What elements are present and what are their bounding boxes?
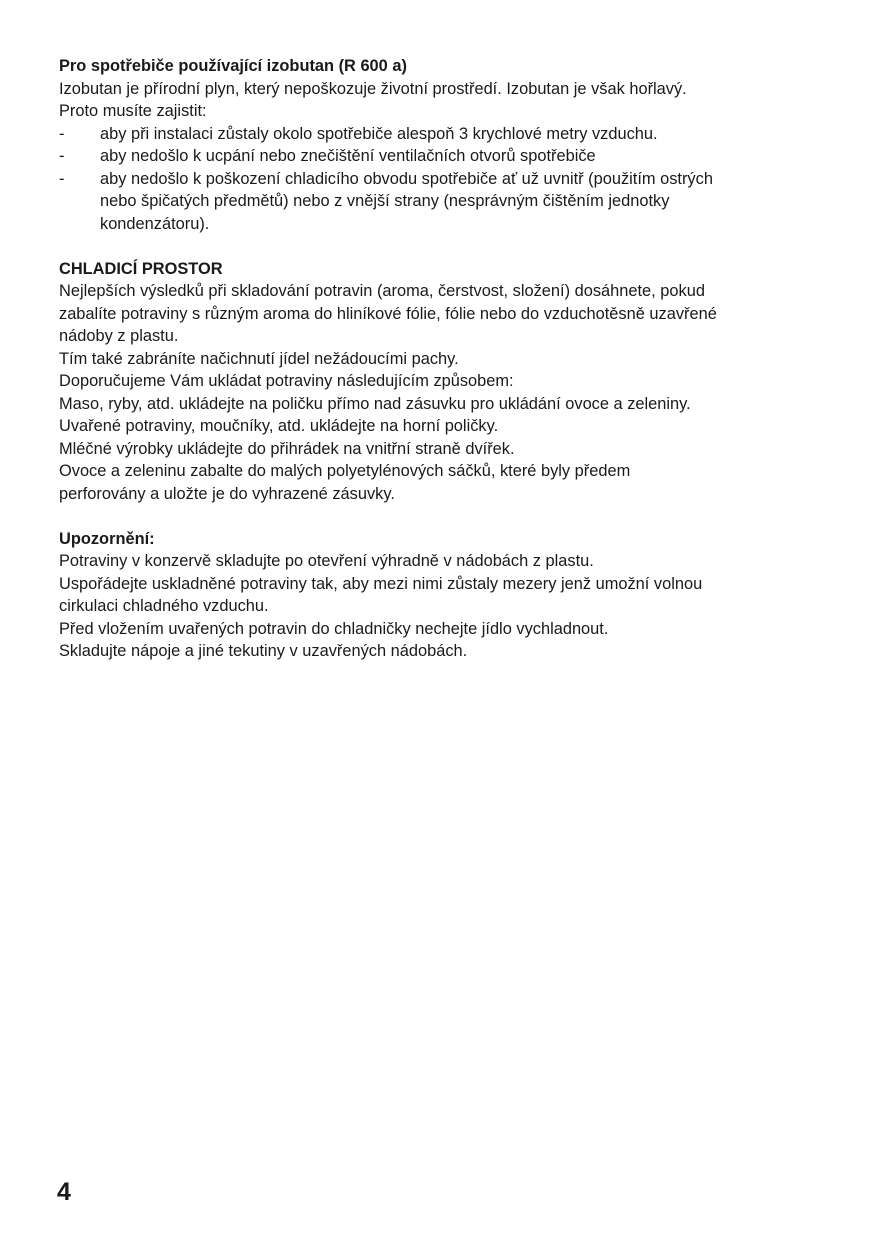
section-heading: CHLADICÍ PROSTOR bbox=[59, 259, 223, 278]
paragraph-line: Izobutan je přírodní plyn, který nepoškozuje životní prostředí. Izobutan je však hořlavý. bbox=[59, 79, 687, 98]
warning-section bbox=[59, 528, 829, 663]
paragraph-line: Potraviny v konzervě skladujte po otevření výhradně v nádobách z plastu. bbox=[59, 552, 594, 570]
bullet-dash: - bbox=[59, 147, 65, 165]
bullet-dash: - bbox=[59, 124, 65, 143]
paragraph-line: Tím také zabráníte načichnutí jídel nežádoucími pachy. bbox=[59, 349, 459, 368]
paragraph-line: Před vložením uvařených potravin do chladničky nechejte jídlo vychladnout. bbox=[59, 619, 609, 638]
paragraph-line: Skladujte nápoje a jiné tekutiny v uzavřených nádobách. bbox=[59, 642, 468, 660]
paragraph-line: Nejlepších výsledků při skladování potravin (aroma, čerstvost, složení) dosáhnete, pokud bbox=[59, 282, 705, 300]
bullet-item bbox=[59, 123, 829, 146]
bullet-dash: - bbox=[59, 169, 65, 188]
paragraph-line: Uvařené potraviny, moučníky, atd. ukládejte na horní poličky. bbox=[59, 417, 499, 435]
bullet-item bbox=[59, 145, 829, 168]
page-number: 4 bbox=[57, 1178, 71, 1206]
bullet-text: aby nedošlo k poškození chladicího obvodu spotřebiče ať už uvnitř (použitím ostrých nebo špičatých předmětů) nebo z vnější strany (nesprávným čištěním jednotky kondenzátoru). bbox=[100, 169, 713, 233]
bullet-text: aby nedošlo k ucpání nebo znečištění ventilačních otvorů spotřebiče bbox=[100, 147, 596, 165]
isobutane-section bbox=[59, 55, 829, 235]
paragraph-line: Proto musíte zajistit: bbox=[59, 102, 207, 120]
paragraph-line: perforovány a uložte je do vyhrazené zásuvky. bbox=[59, 484, 395, 503]
paragraph-line: cirkulaci chladného vzduchu. bbox=[59, 597, 269, 615]
paragraph-line: zabalíte potraviny s různým aroma do hliníkové fólie, fólie nebo do vzduchotěsně uzavřené bbox=[59, 304, 717, 323]
paragraph-line: Doporučujeme Vám ukládat potraviny následujícím způsobem: bbox=[59, 372, 514, 390]
paragraph-line: Mléčné výrobky ukládejte do přihrádek na vnitřní straně dvířek. bbox=[59, 439, 515, 458]
paragraph-line: Maso, ryby, atd. ukládejte na poličku přímo nad zásuvku pro ukládání ovoce a zeleniny. bbox=[59, 394, 691, 413]
section-heading: Pro spotřebiče používající izobutan (R 600 a) bbox=[59, 57, 407, 75]
paragraph-line: nádoby z plastu. bbox=[59, 327, 179, 345]
bullet-text: aby při instalaci zůstaly okolo spotřebiče alespoň 3 krychlové metry vzduchu. bbox=[100, 124, 658, 143]
paragraph-line: Ovoce a zeleninu zabalte do malých polyetylénových sáčků, které byly předem bbox=[59, 462, 631, 480]
bullet-item bbox=[59, 168, 829, 236]
bullet-list bbox=[59, 123, 829, 236]
document-page bbox=[59, 55, 829, 663]
section-heading: Upozornění: bbox=[59, 529, 155, 548]
cooling-compartment-section bbox=[59, 258, 829, 506]
paragraph-line: Uspořádejte uskladněné potraviny tak, aby mezi nimi zůstaly mezery jenž umožní volnou bbox=[59, 574, 703, 593]
